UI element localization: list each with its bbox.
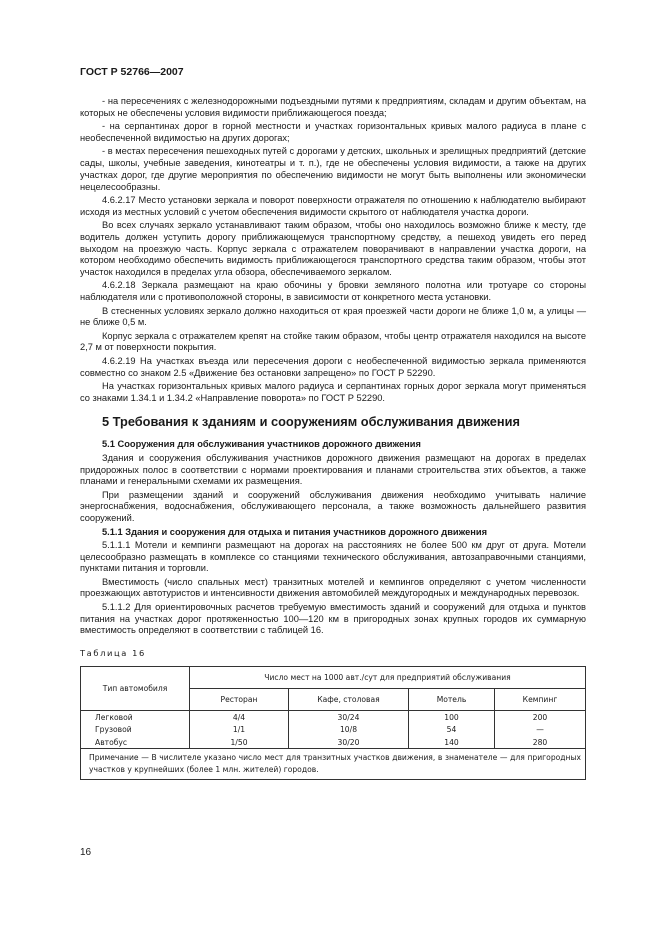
cell: 30/20 [289,736,409,749]
cell: 54 [409,723,495,736]
section-heading: 5 Требования к зданиям и сооружениям обслуживания движения [102,414,520,430]
paragraph: 4.6.2.17 Место установки зеркала и поворот поверхности отражателя по отношению к наблюдателю выбирают исходя из местных условий с учетом обеспечения видимости скрытого от наблюдателя участка дороги. [80,194,586,217]
paragraph: - в местах пересечения пешеходных путей с дорогами у детских, школьных и зрелищных предприятий (детские сады, школы, учебные заведения, кинотеатры и т. п.), где не обеспечены условия видимости, а также на других участках дорог, где другие мероприятия по обеспечению видимости не могут быть выполнены или экономически нецелесообразны. [80,146,586,192]
paragraph: 5.1.1.2 Для ориентировочных расчетов требуемую вместимость зданий и сооружений для отдыха и пунктов питания на участках дорог протяженностью 100—120 км в пригородных зонах крупных городов их суммарную вместимость определяют в соответствии с таблицей 16. [80,601,586,636]
capacity-table [80,666,586,781]
row-type: Автобус [81,736,190,749]
paragraph: - на серпантинах дорог в горной местности и участках горизонтальных кривых малого радиуса в плане с необеспеченной видимостью на других дорогах; [80,121,586,143]
cell: 280 [495,736,586,749]
paragraph: Во всех случаях зеркало устанавливают таким образом, чтобы оно находилось возможно ближе к месту, где водитель должен уступить дорогу приближающемуся транспортному средству, а пешеход увидеть его перед выходом на проезжую часть. Корпус зеркала с отражателем поворачивают в направлении участка дороги, на котором необходимо обеспечить видимость приближающегося транспортного средства таким образом, чтобы этот участок находился в пределах угла обзора, обеспечиваемого зеркалом. [80,219,586,278]
cell: 140 [409,736,495,749]
header-vehicle-type: Тип автомобиля [81,666,190,710]
paragraph: 4.6.2.18 Зеркала размещают на краю обочины у бровки земляного полотна или тротуаре со стороны наблюдателя или с противоположной стороны, в зависимости от конкретного места установки. [80,280,586,303]
header-restaurant: Ресторан [190,688,289,710]
cell: 10/8 [289,723,409,736]
cell: 200 [495,710,586,723]
document-header: ГОСТ Р 52766—2007 [80,66,184,78]
page-number: 16 [80,847,92,858]
header-group: Число мест на 1000 авт./сут для предприятий обслуживания [190,666,586,688]
header-cafe: Кафе, столовая [289,688,409,710]
paragraph: Здания и сооружения обслуживания участников дорожного движения размещают на дорогах в пределах придорожных полос в соответствии с нормами проектирования и планами строительства этих объектов, а также планами и генеральными схемами их размещения. [80,452,586,487]
table-row [81,710,586,723]
subsection-heading: 5.1 Сооружения для обслуживания участников дорожного движения [102,439,421,450]
cell: 1/50 [190,736,289,749]
subsection-heading: 5.1.1 Здания и сооружения для отдыха и питания участников дорожного движения [102,526,488,537]
table-row [81,736,586,749]
document-body [80,96,586,780]
row-type: Грузовой [81,723,190,736]
cell: 30/24 [289,710,409,723]
paragraph: На участках горизонтальных кривых малого радиуса и серпантинах горных дорог зеркала могут применяться со знаками 1.34.1 и 1.34.2 «Направление поворота» по ГОСТ Р 52290. [80,380,586,403]
paragraph: В стесненных условиях зеркало должно находиться от края проезжей части дороги не ближе 1,0 м, а улицы — не ближе 0,5 м. [80,305,586,328]
paragraph: 4.6.2.19 На участках въезда или пересечения дороги с необеспеченной видимостью зеркала применяются совместно со знаком 2.5 «Движение без остановки запрещено» по ГОСТ Р 52290. [80,355,586,378]
paragraph: Вместимость (число спальных мест) транзитных мотелей и кемпингов определяют с учетом численности проезжающих автотуристов и интенсивности движения автомобилей междугородных и международных перевозок. [80,576,586,599]
paragraph: - на пересечениях с железнодорожными подъездными путями к предприятиям, складам и другим объектам, на которых не обеспечены условия видимости приближающегося поезда; [80,96,586,118]
row-type: Легковой [81,710,190,723]
cell: — [495,723,586,736]
table-row [81,723,586,736]
header-camping: Кемпинг [495,688,586,710]
paragraph: Корпус зеркала с отражателем крепят на стойке таким образом, чтобы центр отражателя находился на высоте 2,7 м от поверхности покрытия. [80,330,586,353]
cell: 4/4 [190,710,289,723]
table-caption: Таблица 16 [80,648,146,659]
cell: 100 [409,710,495,723]
cell: 1/1 [190,723,289,736]
paragraph: 5.1.1.1 Мотели и кемпинги размещают на дорогах на расстояниях не более 500 км друг от друга. Мотели целесообразно размещать в комплексе со станциями технического обслуживания, автозаправочными станциями, пунктами питания и торговли. [80,539,586,574]
paragraph: При размещении зданий и сооружений обслуживания движения необходимо учитывать наличие энергоснабжения, водоснабжения, обслуживающего персонала, а также возможность дальнейшего развития сооружений. [80,489,586,524]
table-note: Примечание — В числителе указано число мест для транзитных участков движения, в знаменателе — для пригородных участков у крупнейших (более 1 млн. жителей) городов. [81,749,586,780]
header-motel: Мотель [409,688,495,710]
